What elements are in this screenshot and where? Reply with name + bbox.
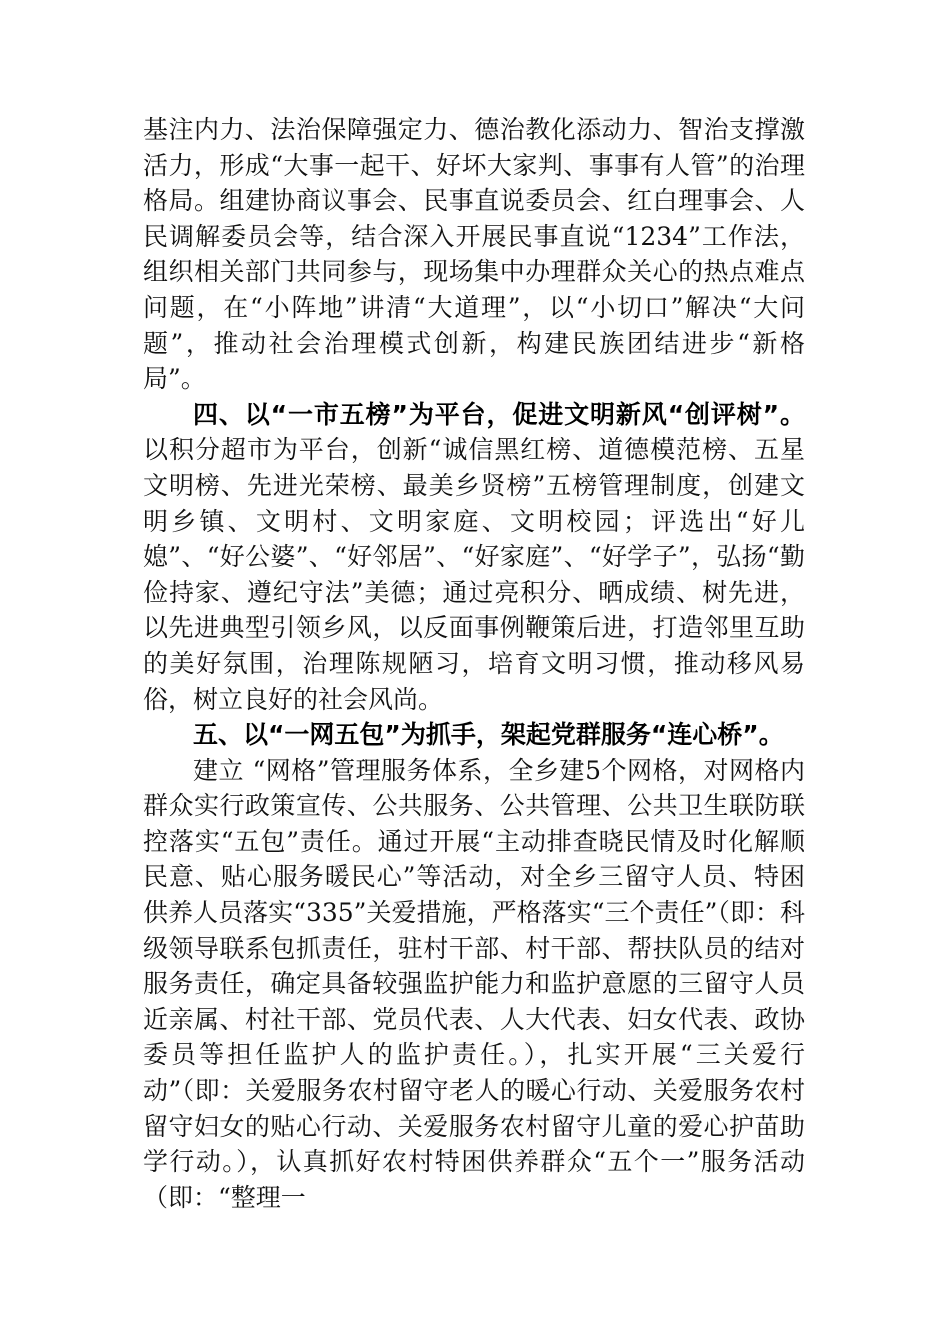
section-five-heading: 五、以“一网五包”为抓手，架起党群服务“连心桥”。: [193, 720, 784, 750]
paragraph-governance: 基注内力、法治保障强定力、德治教化添动力、智治支撑激活力，形成“大事一起干、好坏大家判、事事有人管”的治理格局。组建协商议事会、民事直说委员会、红白理事会、人民调解委员会等，结合深入开展民事直说“1234”工作法，组织相关部门共同参与，现场集中办理群众关心的热点难点问题，在“小阵地”讲清“大道理”，以“小切口”解决“大问题”，推动社会治理模式创新，构建民族团结进步“新格局”。: [143, 115, 805, 394]
paragraph-section-four: [143, 397, 805, 717]
section-four-heading: 四、以“一市五榜”为平台，促进文明新风“创评树”。: [193, 399, 805, 429]
document-body: [143, 112, 805, 1215]
paragraph-grid-management: 建立 “网格”管理服务体系，全乡建5个网格，对网格内群众实行政策宣传、公共服务、公共管理、公共卫生联防联控落实“五包”责任。通过开展“主动排查晓民情及时化解顺民意、贴心服务暖民心”等活动，对全乡三留守人员、特困供养人员落实“335”关爱措施，严格落实“三个责任”（即：科级领导联系包抓责任，驻村干部、村干部、帮扶队员的结对服务责任，确定具备较强监护能力和监护意愿的三留守人员近亲属、村社干部、党员代表、人大代表、妇女代表、政协委员等担任监护人的监护责任。），扎实开展“三关爱行动”（即：关爱服务农村留守老人的暖心行动、关爱服务农村留守妇女的贴心行动、关爱服务农村留守儿童的爱心护苗助学行动。），认真抓好农村特困供养群众“五个一”服务活动（即：“整理一: [143, 755, 805, 1212]
paragraph-section-five: [143, 717, 805, 753]
section-four-body: 以积分超市为平台，创新“诚信黑红榜、道德模范榜、五星文明榜、先进光荣榜、最美乡贤榜”五榜管理制度，创建文明乡镇、文明村、文明家庭、文明校园；评选出“好儿媳”、“好公婆”、“好邻居”、“好家庭”、“好学子”，弘扬“勤俭持家、遵纪守法”美德；通过亮积分、晒成绩、树先进，以先进典型引领乡风，以反面事例鞭策后进，打造邻里互助的美好氛围，治理陈规陋习，培育文明习惯，推动移风易俗，树立良好的社会风尚。: [143, 435, 805, 714]
